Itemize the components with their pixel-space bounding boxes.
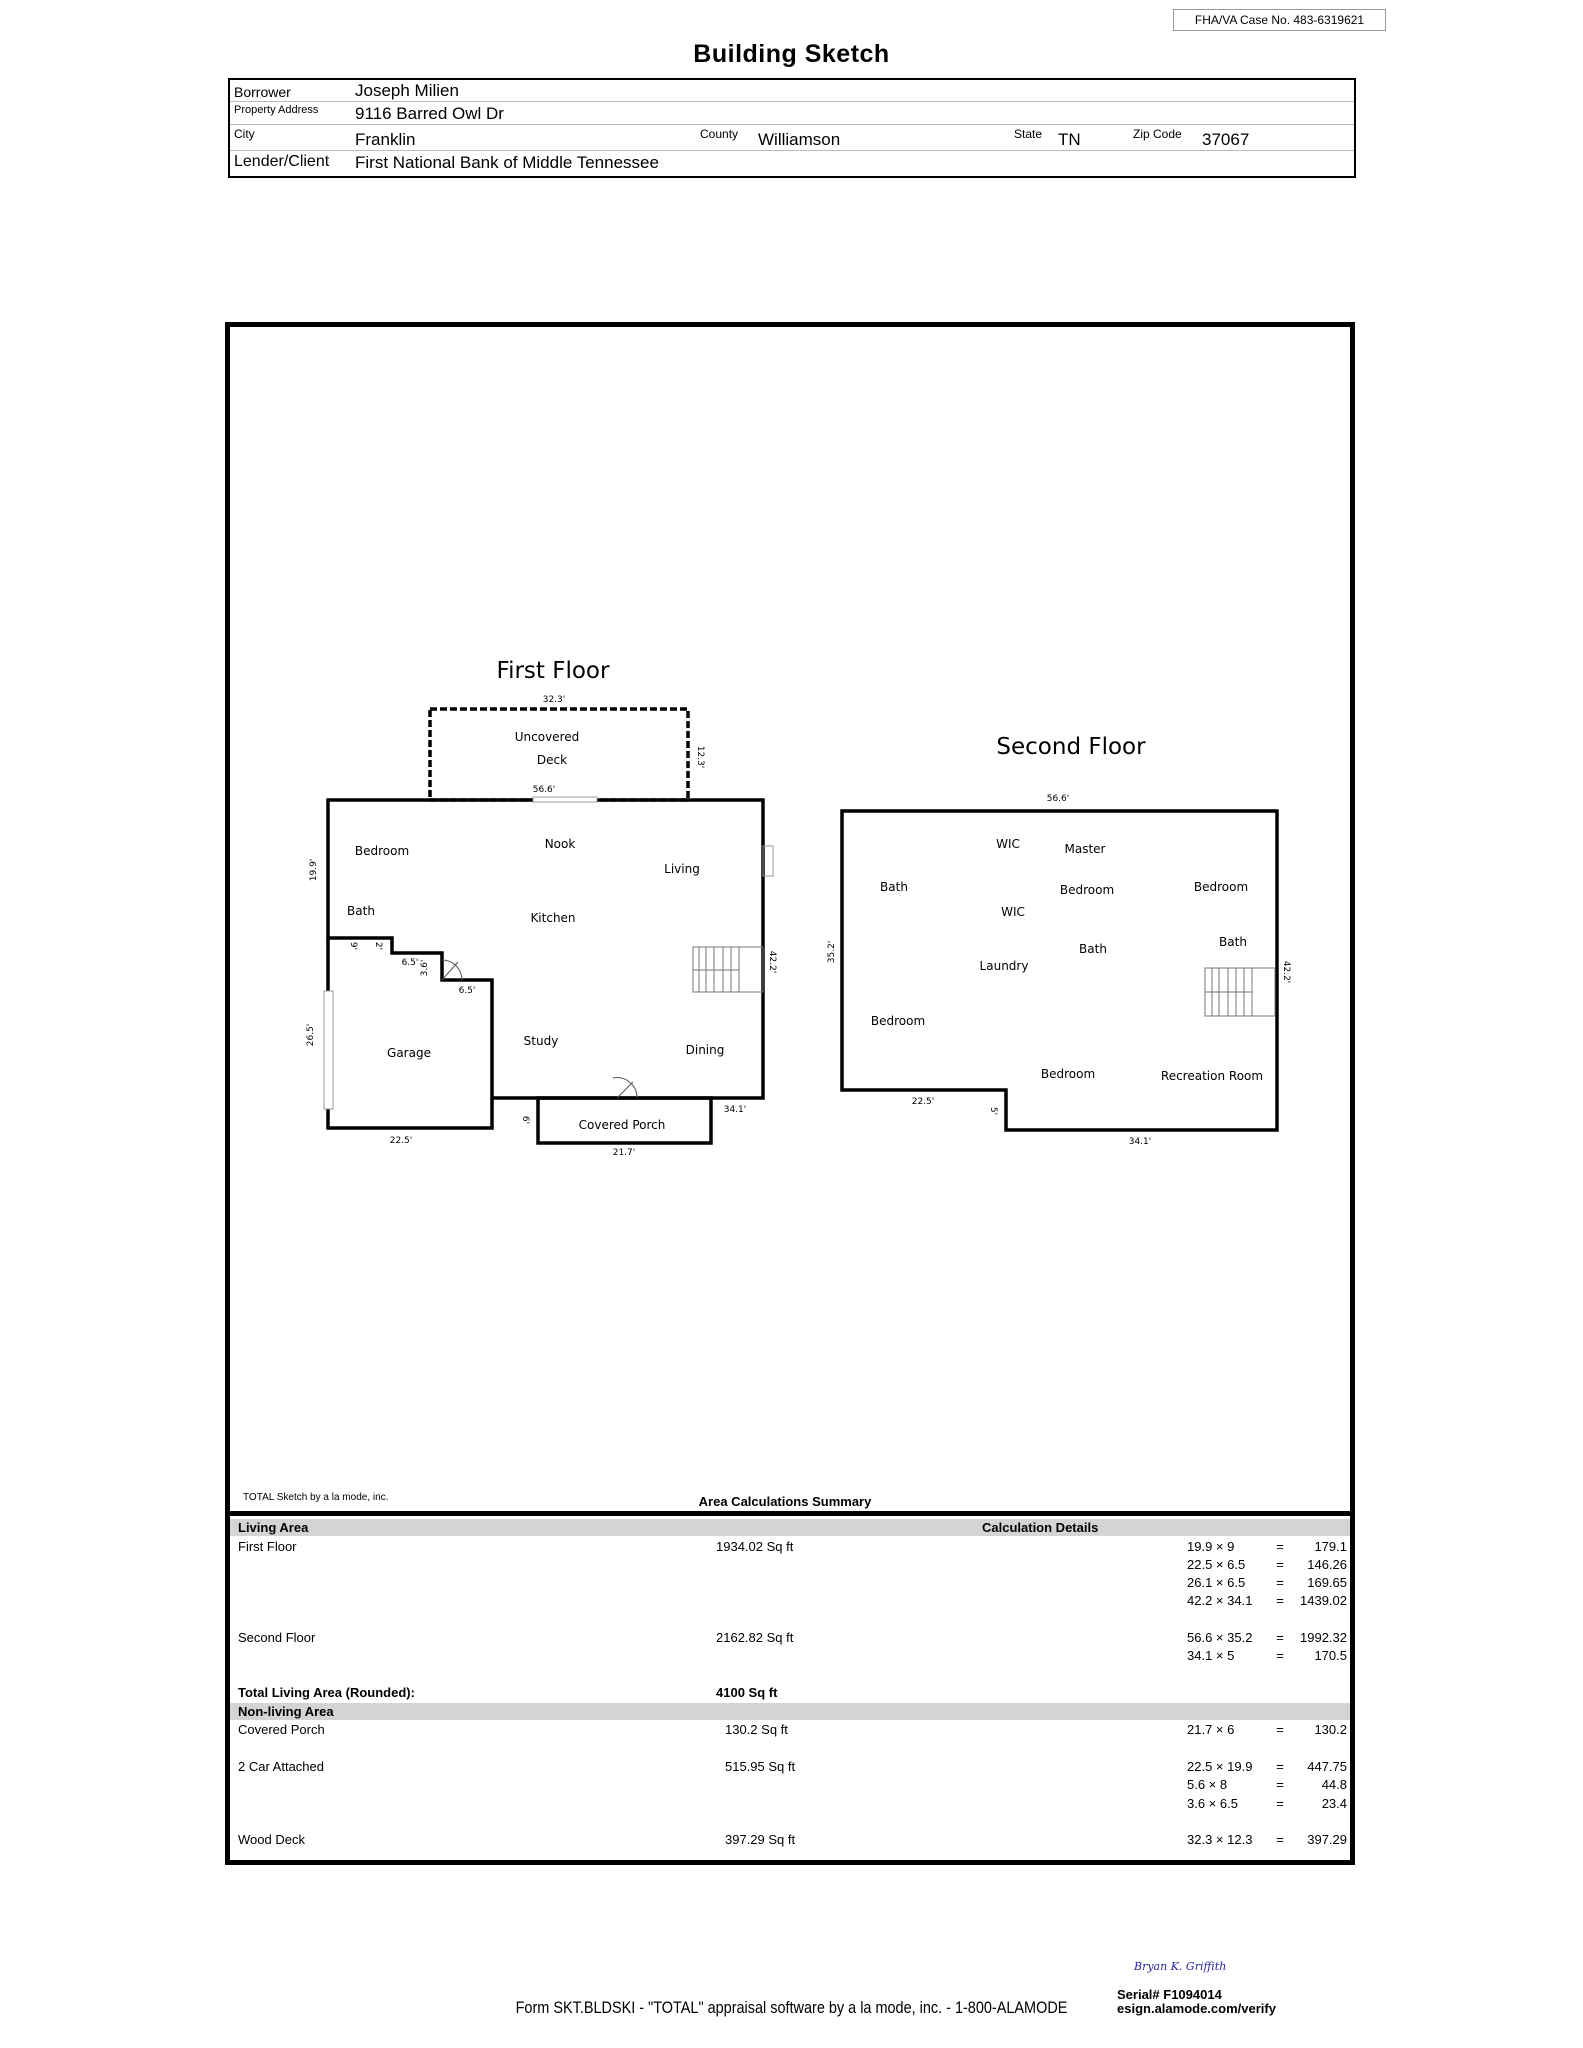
second-floor-rooms [871, 837, 1263, 1083]
calc-formula: 3.6 × 6.5 [1187, 1796, 1238, 1811]
dimension-label: 12.3' [695, 745, 705, 769]
verify-link[interactable]: esign.alamode.com/verify [1117, 2001, 1276, 2016]
signature: Bryan K. Griffith [1134, 1960, 1227, 1973]
calc-equals: = [1276, 1777, 1284, 1792]
calc-formula: 22.5 × 6.5 [1187, 1557, 1246, 1572]
calc-result: 146.26 [1307, 1557, 1347, 1572]
dimension-label: 9' [348, 941, 358, 951]
room-label: Kitchen [530, 911, 576, 925]
first-floor-stairs [693, 947, 763, 992]
address-label: Property Address [234, 104, 319, 116]
door-swing [613, 1078, 637, 1098]
room-label: Dining [685, 1043, 725, 1057]
first-floor-title: First Floor [496, 658, 610, 684]
room-label: Garage [387, 1046, 431, 1060]
calc-equals: = [1276, 1832, 1284, 1847]
divider [230, 1511, 1350, 1516]
county-label: County [700, 127, 739, 141]
room-label: Recreation Room [1160, 1069, 1264, 1083]
calc-equals: = [1276, 1796, 1284, 1811]
garage-label: 2 Car Attached [238, 1759, 324, 1774]
calc-row [1187, 1777, 1347, 1792]
calc-result: 397.29 [1307, 1832, 1347, 1847]
calc-row [1187, 1557, 1347, 1572]
deck-area: 397.29 Sq ft [725, 1832, 796, 1847]
room-label: Uncovered [514, 730, 580, 744]
room-label: Bath [1219, 935, 1247, 949]
calc-row [1187, 1593, 1347, 1608]
room-label: Living [664, 862, 700, 876]
calc-result: 170.5 [1314, 1648, 1347, 1663]
calc-equals: = [1276, 1593, 1284, 1608]
dimension-label: 26.5' [306, 1023, 316, 1047]
borrower-label: Borrower [234, 84, 291, 100]
second-floor-dimensions [827, 794, 1291, 1147]
dimension-label: 35.2' [827, 940, 837, 964]
living-area-band [230, 1519, 1350, 1536]
dimension-label: 3.6' [420, 959, 430, 977]
calc-result: 447.75 [1307, 1759, 1347, 1774]
calc-result: 44.8 [1321, 1777, 1347, 1792]
lender-value: First National Bank of Middle Tennessee [355, 153, 659, 172]
room-label: Laundry [979, 959, 1029, 973]
calc-row [1187, 1722, 1347, 1737]
deck-label: Wood Deck [238, 1832, 305, 1847]
dimension-label: 32.3' [542, 695, 566, 705]
nonliving-area-header: Non-living Area [238, 1704, 334, 1719]
dimension-label: 34.1' [1128, 1137, 1152, 1147]
nonliving-area-band [230, 1703, 1350, 1720]
porch-area: 130.2 Sq ft [725, 1722, 788, 1737]
state-value: TN [1058, 130, 1081, 149]
zip-label: Zip Code [1133, 127, 1182, 141]
first-floor-label: First Floor [238, 1539, 297, 1554]
calc-equals: = [1276, 1630, 1284, 1645]
dimension-label: 34.1' [723, 1105, 747, 1115]
calc-details-header: Calculation Details [982, 1520, 1099, 1535]
second-floor-area: 2162.82 Sq ft [716, 1630, 794, 1645]
calc-formula: 22.5 × 19.9 [1187, 1759, 1253, 1774]
room-label: Bath [347, 904, 375, 918]
room-label: WIC [1001, 905, 1025, 919]
room-label: Master [1064, 842, 1106, 856]
calc-formula: 26.1 × 6.5 [1187, 1575, 1246, 1590]
dimension-label: 6.5' [458, 986, 476, 996]
calc-row [1187, 1759, 1347, 1774]
calc-row [1187, 1575, 1347, 1590]
calc-result: 169.65 [1307, 1575, 1347, 1590]
calc-formula: 56.6 × 35.2 [1187, 1630, 1253, 1645]
deck-door [533, 797, 597, 802]
calc-row [1187, 1539, 1347, 1554]
room-label: Study [523, 1034, 559, 1048]
room-label: Bedroom [1193, 880, 1249, 894]
calc-equals: = [1276, 1759, 1284, 1774]
dimension-label: 21.7' [612, 1148, 636, 1158]
case-number: FHA/VA Case No. 483-6319621 [1173, 9, 1386, 31]
calc-equals: = [1276, 1557, 1284, 1572]
calc-formula: 21.7 × 6 [1187, 1722, 1235, 1737]
form-footer: Form SKT.BLDSKI - "TOTAL" appraisal software by a la mode, inc. - 1-800-ALAMODE [515, 1998, 1068, 2017]
calc-equals: = [1276, 1539, 1284, 1554]
county-value: Williamson [758, 130, 841, 149]
room-label: Bedroom [1040, 1067, 1096, 1081]
calc-formula: 5.6 × 8 [1187, 1777, 1228, 1792]
calc-formula: 32.3 × 12.3 [1187, 1832, 1253, 1847]
address-value: 9116 Barred Owl Dr [355, 104, 504, 123]
state-label: State [1014, 127, 1043, 141]
calc-row [1187, 1796, 1347, 1811]
city-label: City [234, 127, 255, 141]
city-value: Franklin [355, 130, 416, 149]
dimension-label: 2' [373, 941, 383, 951]
calc-equals: = [1276, 1575, 1284, 1590]
calc-formula: 34.1 × 5 [1187, 1648, 1235, 1663]
room-label: Bedroom [354, 844, 410, 858]
door-swing [442, 960, 462, 980]
first-floor-area: 1934.02 Sq ft [716, 1539, 794, 1554]
dimension-label: 42.2' [1281, 960, 1291, 984]
calc-equals: = [1276, 1722, 1284, 1737]
sketch-credit: TOTAL Sketch by a la mode, inc. [243, 1492, 389, 1503]
zip-value: 37067 [1202, 130, 1250, 149]
dimension-label: 22.5' [911, 1097, 935, 1107]
total-living-value: 4100 Sq ft [716, 1685, 778, 1700]
dimension-label: 22.5' [389, 1136, 413, 1146]
calc-result: 23.4 [1321, 1796, 1347, 1811]
calc-formula: 19.9 × 9 [1187, 1539, 1235, 1554]
calc-result: 1992.32 [1300, 1630, 1347, 1645]
calc-result: 1439.02 [1300, 1593, 1347, 1608]
dimension-label: 56.6' [1046, 794, 1070, 804]
room-label: Bath [1079, 942, 1107, 956]
calc-result: 179.1 [1314, 1539, 1347, 1554]
room-label: Deck [536, 753, 568, 767]
calc-row [1187, 1832, 1347, 1847]
lender-label: Lender/Client [234, 153, 330, 170]
calc-row [1187, 1630, 1347, 1645]
room-label: Bedroom [1059, 883, 1115, 897]
calc-equals: = [1276, 1648, 1284, 1663]
room-label: Nook [544, 837, 576, 851]
second-floor-label: Second Floor [238, 1630, 316, 1645]
second-floor-stairs [1205, 968, 1275, 1016]
calc-result: 130.2 [1314, 1722, 1347, 1737]
total-living-label: Total Living Area (Rounded): [238, 1685, 415, 1700]
serial-number: Serial# F1094014 [1117, 1987, 1222, 2002]
living-area-header: Living Area [238, 1520, 309, 1535]
dimension-label: 6.5' [401, 958, 419, 968]
dimension-label: 42.2' [767, 950, 777, 974]
dimension-label: 19.9' [309, 858, 319, 882]
second-floor-title: Second Floor [996, 734, 1146, 760]
garage-area: 515.95 Sq ft [725, 1759, 796, 1774]
calc-formula: 42.2 × 34.1 [1187, 1593, 1253, 1608]
room-label: WIC [996, 837, 1020, 851]
calc-row [1187, 1648, 1347, 1663]
porch-label: Covered Porch [238, 1722, 325, 1737]
garage-door [324, 991, 333, 1109]
summary-title: Area Calculations Summary [698, 1494, 872, 1509]
dimension-label: 6' [520, 1115, 530, 1125]
room-label: Bath [880, 880, 908, 894]
borrower-value: Joseph Milien [355, 81, 459, 100]
dimension-label: 5' [988, 1106, 998, 1116]
dimension-label: 56.6' [532, 785, 556, 795]
room-label: Covered Porch [578, 1118, 666, 1132]
room-label: Bedroom [870, 1014, 926, 1028]
page-title: Building Sketch [693, 40, 890, 68]
